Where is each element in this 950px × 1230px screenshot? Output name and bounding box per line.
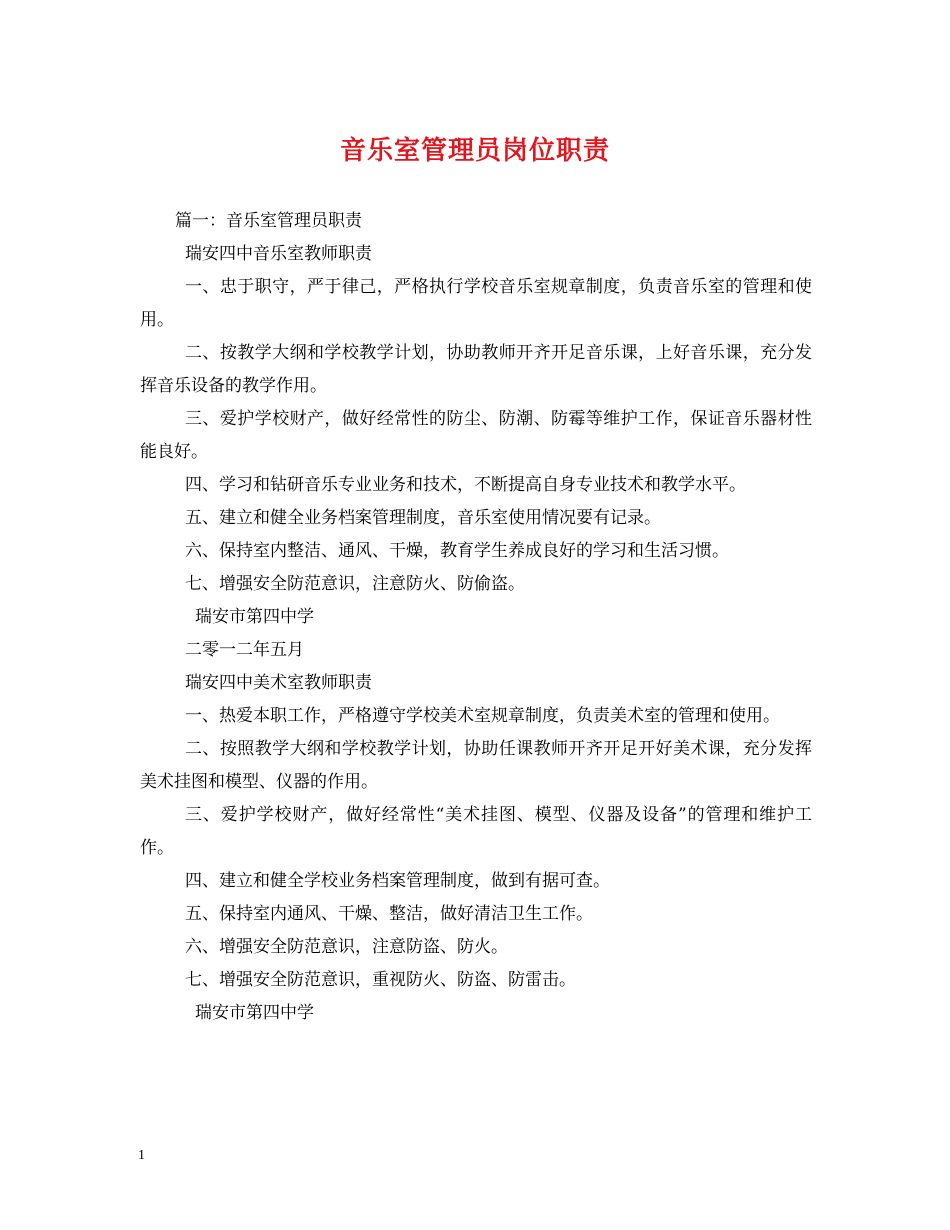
paragraph: 六、增强安全防范意识，注意防盗、防火。: [185, 937, 508, 957]
document-body: [140, 205, 812, 1030]
paragraph: 三、爱护学校财产，做好经常性“美术挂图、模型、仪器及设备”的管理和维护工作。: [140, 805, 812, 858]
signature-date: 二零一二年五月: [185, 640, 304, 660]
paragraph: 七、增强安全防范意识，注意防火、防偷盗。: [185, 574, 525, 594]
paragraph: 七、增强安全防范意识，重视防火、防盗、防雷击。: [185, 970, 576, 990]
document-title: 音乐室管理员岗位职责: [339, 136, 610, 166]
signature-school: 瑞安市第四中学: [195, 607, 314, 627]
paragraph: 一、忠于职守，严于律己，严格执行学校音乐室规章制度，负责音乐室的管理和使用。: [140, 277, 812, 330]
paragraph: 六、保持室内整洁、通风、干燥，教育学生养成良好的学习和生活习惯。: [185, 541, 729, 561]
paragraph: 四、学习和钻研音乐专业业务和技术，不断提高自身专业技术和教学水平。: [185, 475, 746, 495]
page-number: 1: [138, 1148, 145, 1163]
paragraph: 一、热爱本职工作，严格遵守学校美术室规章制度，负责美术室的管理和使用。: [185, 706, 780, 726]
paragraph-section-heading: 篇一：音乐室管理员职责: [175, 211, 362, 231]
paragraph: 二、按教学大纲和学校教学计划，协助教师开齐开足音乐课，上好音乐课，充分发挥音乐设备的教学作用。: [140, 343, 812, 396]
signature-school: 瑞安市第四中学: [195, 1003, 314, 1023]
paragraph: 二、按照教学大纲和学校教学计划，协助任课教师开齐开足开好美术课，充分发挥美术挂图和模型、仪器的作用。: [140, 739, 812, 792]
paragraph-art-heading: 瑞安四中美术室教师职责: [185, 673, 372, 693]
paragraph: 五、建立和健全业务档案管理制度，音乐室使用情况要有记录。: [185, 508, 661, 528]
paragraph: 三、爱护学校财产，做好经常性的防尘、防潮、防霉等维护工作，保证音乐器材性能良好。: [140, 409, 812, 462]
paragraph: 五、保持室内通风、干燥、整洁，做好清洁卫生工作。: [185, 904, 593, 924]
paragraph: 四、建立和健全学校业务档案管理制度，做到有据可查。: [185, 871, 610, 891]
paragraph-music-heading: 瑞安四中音乐室教师职责: [185, 244, 372, 264]
